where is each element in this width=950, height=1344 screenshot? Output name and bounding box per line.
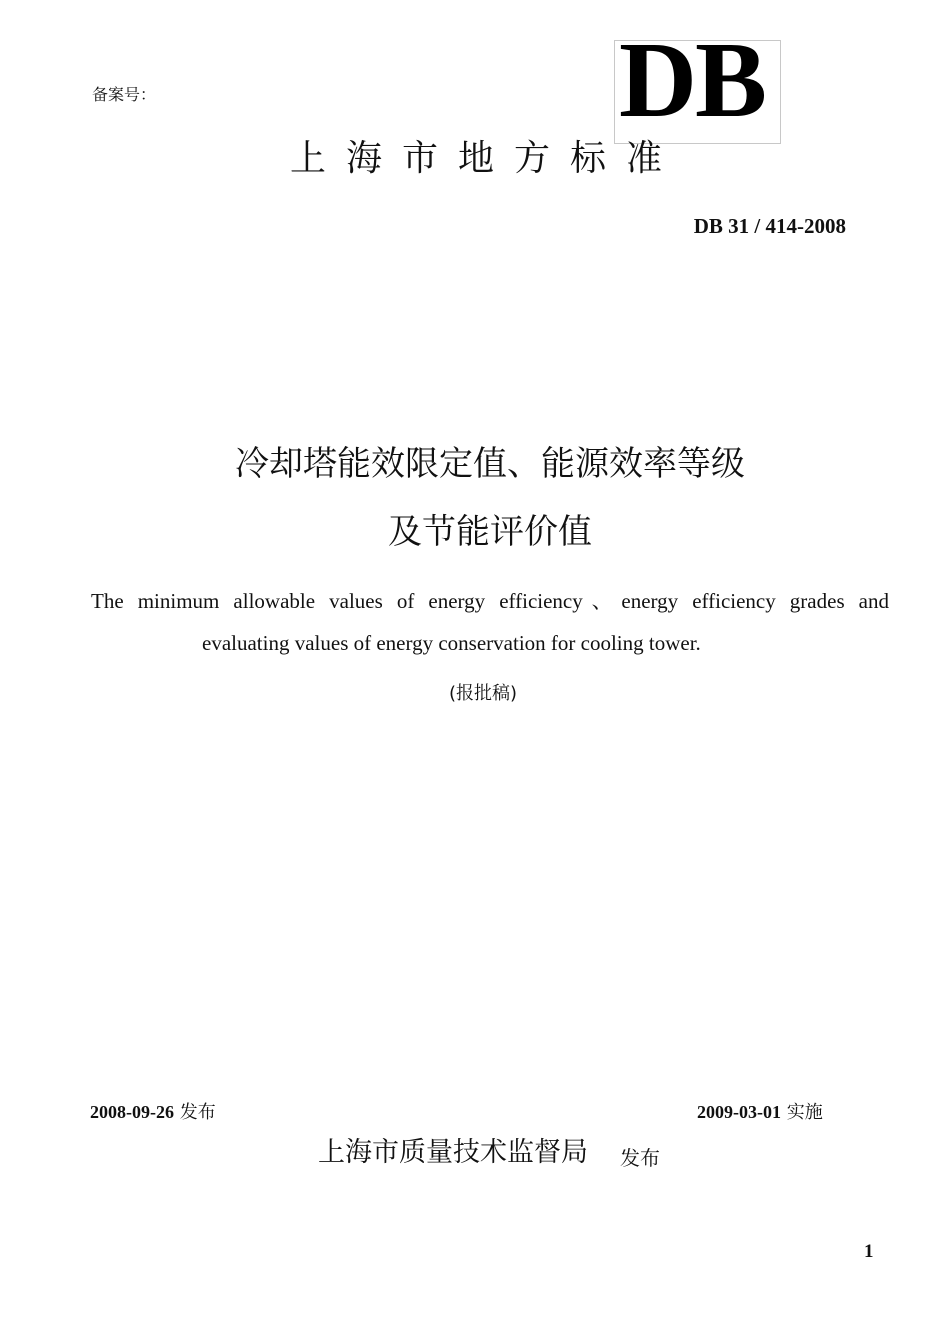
implement-date: 2009-03-01 — [697, 1102, 781, 1122]
english-title-line2: evaluating values of energy conservation for cooling tower. — [202, 631, 701, 655]
issuing-authority-suffix: 发布 — [620, 1146, 660, 1170]
implement-label: 实施 — [786, 1102, 823, 1123]
document-title-line2: 及节能评价值 — [388, 512, 592, 552]
page-number: 1 — [864, 1241, 874, 1262]
standard-number: DB 31 / 414-2008 — [693, 214, 846, 238]
issue-date: 2008-09-26 — [90, 1102, 174, 1122]
issuing-authority: 上海市质量技术监督局 — [318, 1137, 588, 1168]
db-logo — [614, 21, 781, 144]
draft-note: (报批稿) — [449, 683, 518, 704]
issue-label: 发布 — [179, 1102, 216, 1123]
implement-date-block — [697, 1098, 823, 1124]
db-logo-text: DB — [619, 21, 766, 140]
record-number-label: 备案号： — [92, 85, 157, 104]
issue-date-block — [90, 1098, 216, 1124]
standard-type-heading: 上海市地方标准 — [290, 138, 683, 179]
english-title-line1: The minimum allowable values of energy efficiency、energy efficiency grades and — [91, 589, 889, 613]
document-title-line1: 冷却塔能效限定值、能源效率等级 — [235, 444, 745, 484]
